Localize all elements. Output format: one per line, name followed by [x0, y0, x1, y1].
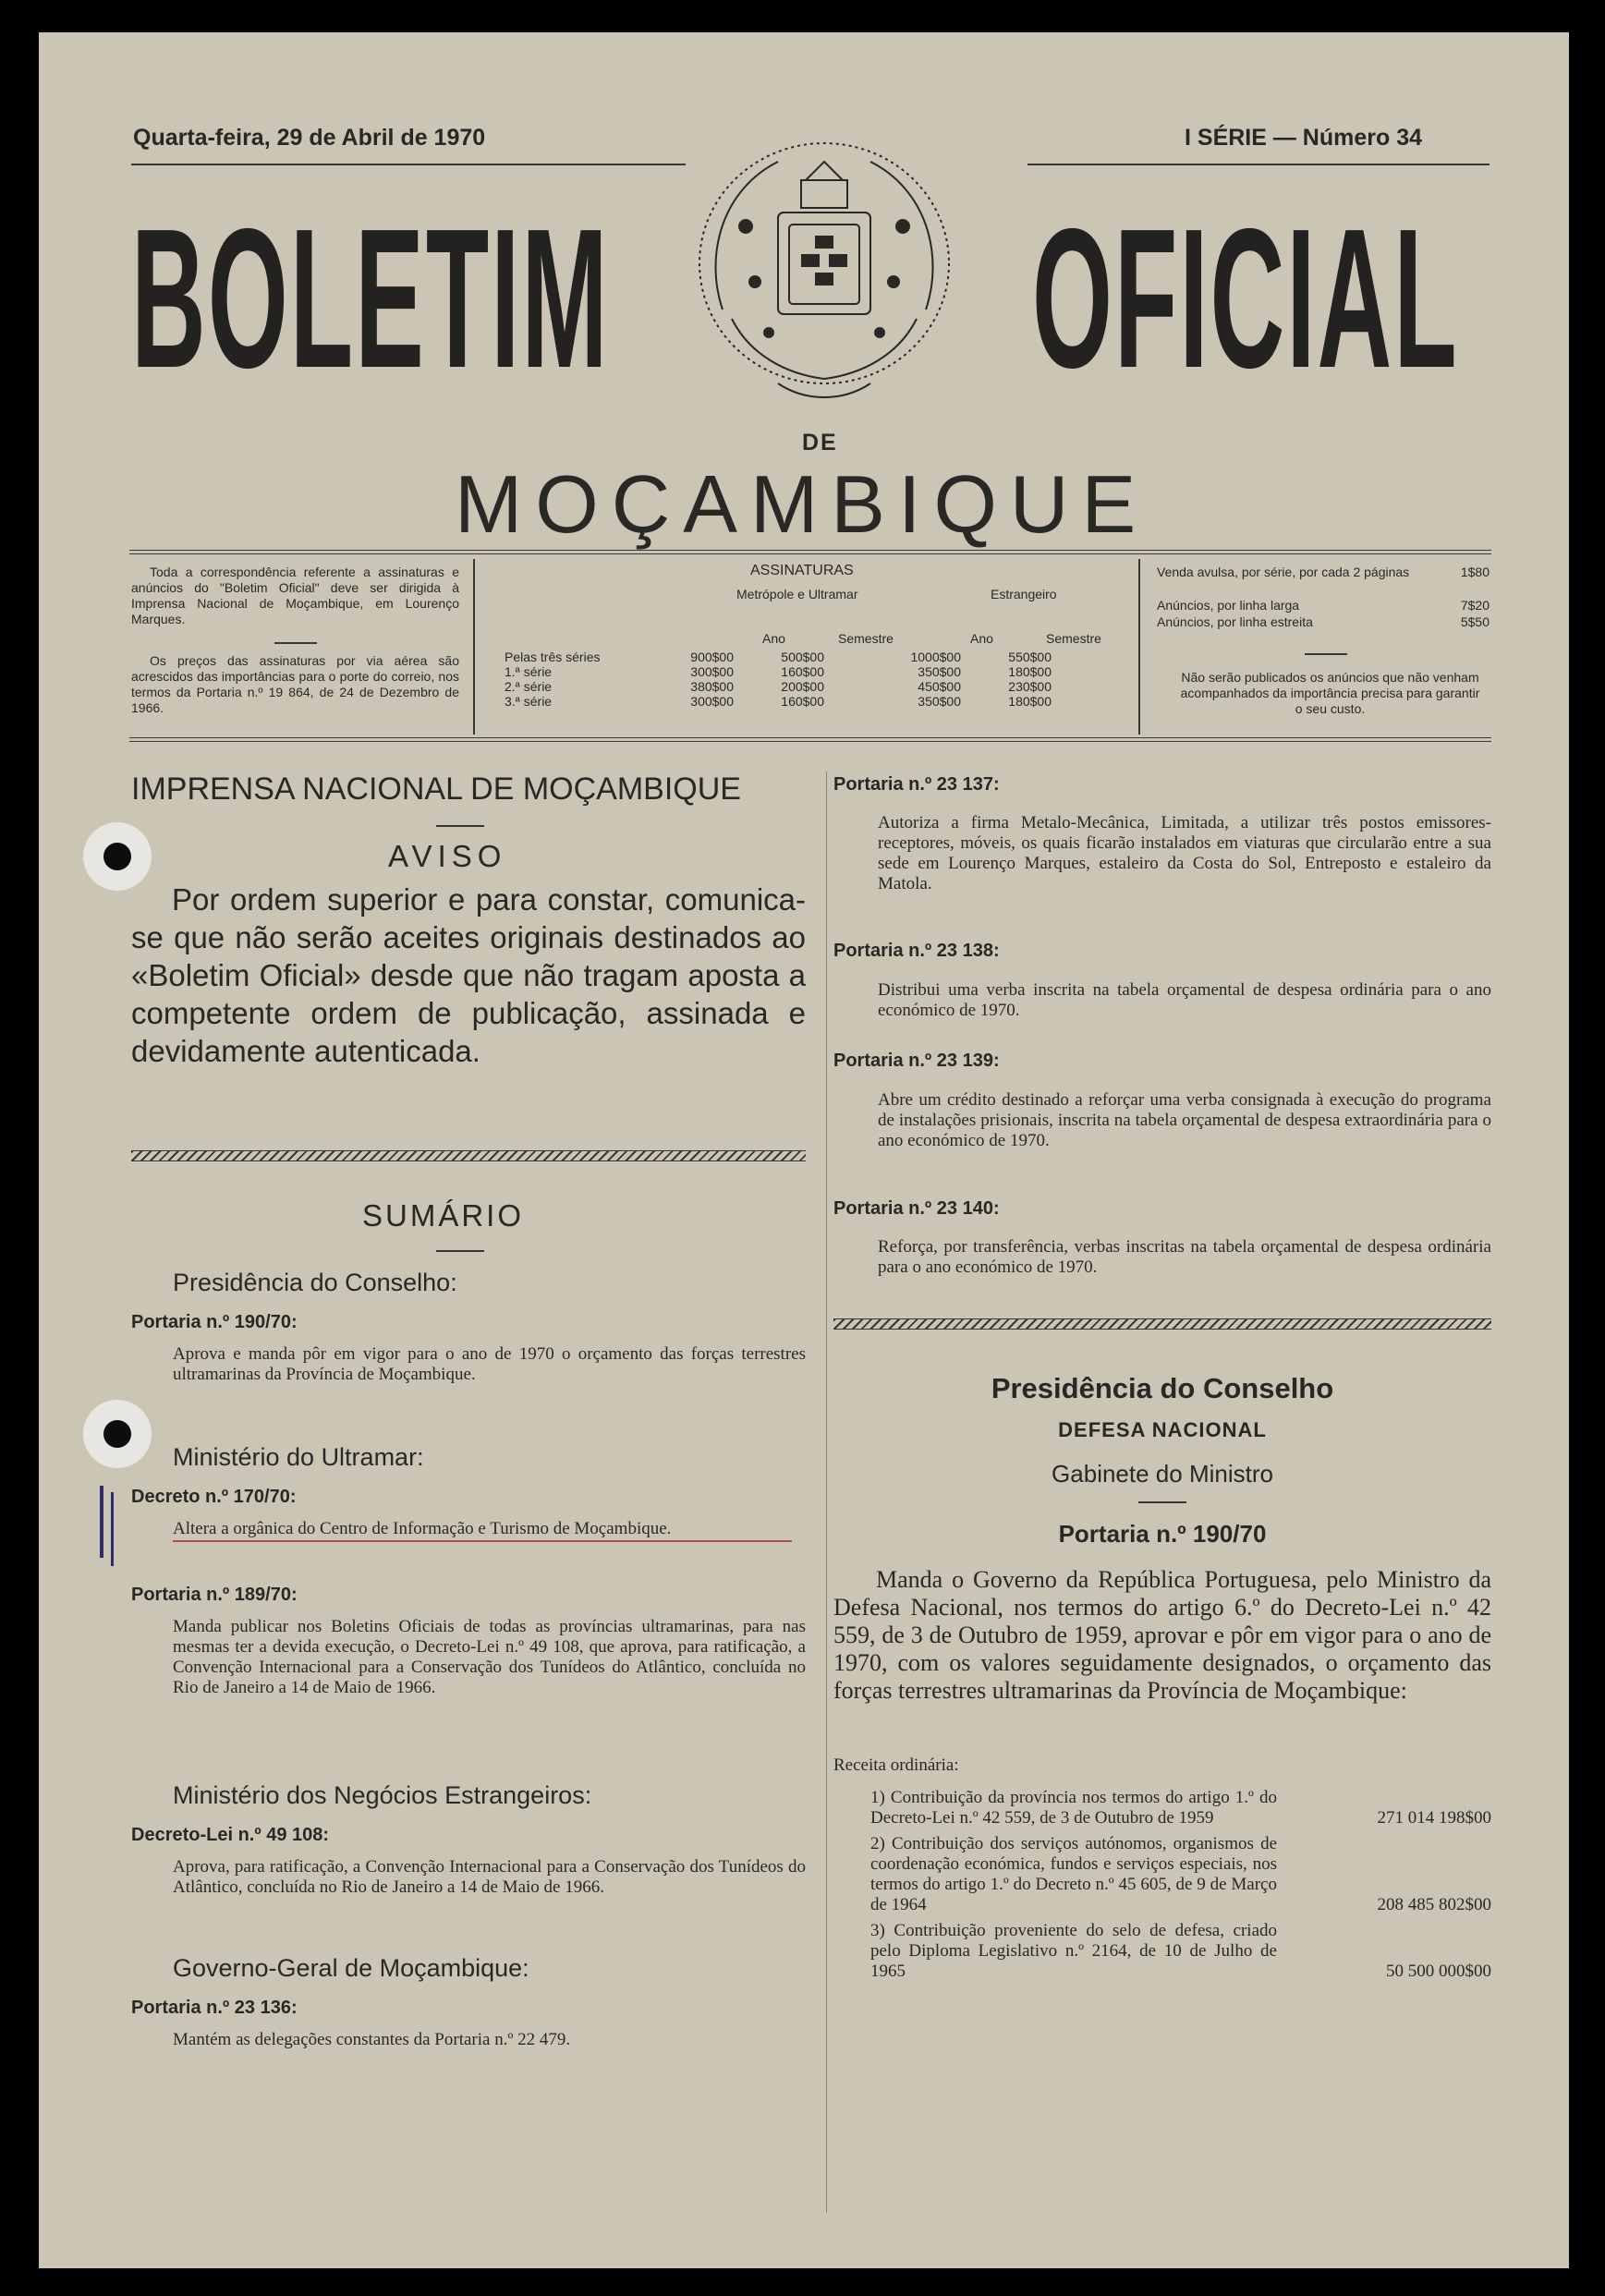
- info-right-head: [1157, 565, 1489, 580]
- subscription-cell-a: 300$00: [690, 664, 734, 679]
- budget-item-text: 3) Contribuição proveniente do selo de defesa, criado pelo Diploma Legislativo n.º 2164, de 10 de Julho de 1965: [870, 1921, 1277, 1981]
- aviso-text: Por ordem superior e para constar, comunica-se que não serão aceites originais destinados ao «Boletim Oficial» desde que não tragam aposta a competente ordem de publicação, assinada e devidamente autenticada.: [131, 882, 806, 1068]
- budget-item-amount: 50 500 000$00: [1386, 1962, 1491, 1981]
- subscription-cell-b: 160$00: [781, 694, 824, 709]
- subscription-row: [501, 664, 1055, 679]
- right-l2-price: 7$20: [1460, 598, 1489, 613]
- subscription-cell-c: 350$00: [918, 664, 961, 679]
- main-text: Manda o Governo da República Portuguesa, pelo Ministro da Defesa Nacional, nos termos do artigo 6.º do Decreto-Lei n.º 42 559, de 3 de Outubro de 1959, aprovar e pôr em vigor para o ano de 1970, com os valores seguidamente designados, o orçamento das forças terrestres ultramarinas da Província de Moçambique:: [833, 1566, 1491, 1704]
- right-l2-text: Anúncios, por linha larga: [1157, 598, 1300, 613]
- summary-head-ultramar: Ministério do Ultramar:: [173, 1443, 424, 1471]
- info-right-sep: [1305, 653, 1347, 655]
- subscription-row: [501, 679, 1055, 694]
- summary-text-23136: Mantém as delegações constantes da Portaria n.º 22 479.: [173, 2030, 571, 2049]
- right-text-23140: Reforça, por transferência, verbas inscritas na tabela orçamental de despesa ordinária para o ano económico de 1970.: [878, 1237, 1491, 1277]
- subscription-cell-c: 450$00: [918, 679, 961, 694]
- subs-col-metropole: Metrópole e Ultramar: [736, 587, 858, 601]
- summary-text-decreto-170-70: Altera a orgânica do Centro de Informação e Turismo de Moçambique.: [173, 1519, 672, 1538]
- right-ref-23137: Portaria n.º 23 137:: [833, 774, 1000, 795]
- subscription-cell-label: 1.ª série: [505, 664, 553, 679]
- right-l3-price: 5$50: [1460, 614, 1489, 629]
- right-wavy-rule: [833, 1318, 1491, 1330]
- aviso-title: AVISO: [388, 839, 507, 873]
- subscription-cell-c: 350$00: [918, 694, 961, 709]
- info-left-p1: Toda a correspondência referente a assinaturas e anúncios do "Boletim Oficial" deve ser dirigida à Imprensa Nacional de Moçambique, em Lourenço Marques.: [131, 565, 459, 626]
- gabinete-sep: [1138, 1501, 1186, 1503]
- summary-ref-49108: Decreto-Lei n.º 49 108:: [131, 1825, 330, 1845]
- subscription-cell-b: 200$00: [781, 679, 824, 694]
- aviso-wavy-rule: [131, 1150, 806, 1161]
- budget-item: [870, 1788, 1491, 1828]
- subs-title: ASSINATURAS: [750, 563, 854, 578]
- summary-text-189-70: Manda publicar nos Boletins Oficiais de todas as províncias ultramarinas, para nas mesmas ter a devida execução, o Decreto-Lei n.º 49 108, que aprova, para ratificação, a Convenção Internacional para a Conservação dos Tunídeos do Atlântico, concluída no Rio de Janeiro a 14 de Maio de 1966.: [173, 1617, 806, 1697]
- title-de: DE: [802, 430, 838, 456]
- right-head-text: Venda avulsa, por série, por cada 2 páginas: [1157, 565, 1410, 579]
- subscription-cell-c: 1000$00: [910, 650, 961, 664]
- budget-item-amount: 271 014 198$00: [1377, 1808, 1491, 1828]
- title-mocambique: MOÇAMBIQUE: [455, 458, 1149, 550]
- right-head-price: 1$80: [1460, 565, 1489, 579]
- gabinete-ministro: Gabinete do Ministro: [1052, 1460, 1273, 1488]
- issue-date: Quarta-feira, 29 de Abril de 1970: [133, 125, 486, 151]
- subscription-cell-d: 550$00: [1008, 650, 1052, 664]
- info-top-rule: [129, 550, 1491, 554]
- budget-item-text: 1) Contribuição da província nos termos do artigo 1.º do Decreto-Lei n.º 42 559, de 3 de Outubro de 1959: [870, 1788, 1277, 1828]
- punch-hole-top: [83, 822, 152, 891]
- subscription-cell-label: Pelas três séries: [505, 650, 601, 664]
- summary-ref-23136: Portaria n.º 23 136:: [131, 1998, 298, 2018]
- subscription-cell-d: 180$00: [1008, 664, 1052, 679]
- subscription-table: [501, 650, 1055, 709]
- subscription-cell-b: 500$00: [781, 650, 824, 664]
- subscription-cell-a: 300$00: [690, 694, 734, 709]
- info-right-note: Não serão publicados os anúncios que não venham acompanhados da importância precisa para garantir o seu custo.: [1180, 670, 1480, 716]
- info-divider-left: [473, 559, 475, 735]
- subscription-row: [501, 650, 1055, 664]
- right-text-23138: Distribui uma verba inscrita na tabela orçamental de despesa ordinária para o ano económico de 1970.: [878, 980, 1491, 1020]
- subs-sub-sem-2: Semestre: [1046, 631, 1101, 646]
- budget-items: [870, 1788, 1491, 1987]
- subs-sub-ano-2: Ano: [970, 631, 993, 646]
- summary-ref-decreto-170-70: Decreto n.º 170/70:: [131, 1487, 297, 1507]
- title-oficial: OFICIAL: [1032, 187, 1459, 409]
- pc-title: Presidência do Conselho: [991, 1372, 1334, 1404]
- blue-margin-mark-2: [111, 1492, 114, 1566]
- summary-ref-189-70: Portaria n.º 189/70:: [131, 1585, 298, 1605]
- defesa-nacional: DEFESA NACIONAL: [1058, 1418, 1267, 1441]
- series-rule: [1027, 164, 1489, 165]
- info-left-p2: Os preços das assinaturas por via aérea são acrescidos das importâncias para o porte do correio, nos termos da Portaria n.º 19 864, de 24 de Dezembro de 1966.: [131, 653, 459, 715]
- summary-head-governo: Governo-Geral de Moçambique:: [173, 1954, 529, 1982]
- gazette-page: [39, 32, 1569, 2268]
- budget-item-amount: 208 485 802$00: [1377, 1895, 1491, 1914]
- column-divider: [826, 771, 827, 2213]
- info-right-l3: [1157, 614, 1489, 630]
- subscription-cell-a: 900$00: [690, 650, 734, 664]
- subscription-cell-b: 160$00: [781, 664, 824, 679]
- date-rule: [131, 164, 686, 165]
- info-left-sep: [274, 642, 317, 644]
- subs-sub-ano-1: Ano: [762, 631, 785, 646]
- issue-series: I SÉRIE — Número 34: [1185, 125, 1423, 151]
- subscription-cell-d: 180$00: [1008, 694, 1052, 709]
- info-divider-right: [1138, 559, 1140, 735]
- right-ref-23138: Portaria n.º 23 138:: [833, 941, 1000, 961]
- summary-ref-190-70: Portaria n.º 190/70:: [131, 1312, 298, 1332]
- info-right-l2: [1157, 598, 1489, 613]
- subs-col-estrangeiro: Estrangeiro: [991, 587, 1057, 601]
- blue-margin-mark: [100, 1486, 103, 1558]
- coat-of-arms-emblem: [667, 125, 981, 420]
- budget-item-text: 2) Contribuição dos serviços autónomos, organismos de coordenação económica, fundos e serviços especiais, nos termos do artigo 1.º do Decreto n.º 45 605, de 9 de Março de 1964: [870, 1834, 1277, 1914]
- subs-sub-sem-1: Semestre: [838, 631, 894, 646]
- subscription-cell-label: 3.ª série: [505, 694, 553, 709]
- imprensa-sep: [436, 825, 484, 827]
- subscription-cell-a: 380$00: [690, 679, 734, 694]
- budget-item: [870, 1834, 1491, 1915]
- right-text-23137: Autoriza a firma Metalo-Mecânica, Limitada, a utilizar três postos emissores-receptores, móveis, os quais ficarão instalados em viaturas que circularão entre a sua sede em Lourenço Marques, estaleiro da Costa do Sol, Entreposto e estaleiro da Matola.: [878, 813, 1491, 893]
- punch-hole-bottom: [83, 1400, 152, 1468]
- summary-head-estrangeiros: Ministério dos Negócios Estrangeiros:: [173, 1781, 592, 1809]
- portaria-190-70-title: Portaria n.º 190/70: [1058, 1520, 1267, 1548]
- summary-head-presidencia: Presidência do Conselho:: [173, 1269, 457, 1296]
- right-text-23139: Abre um crédito destinado a reforçar uma verba consignada à execução do programa de instalações prisionais, inscrita na tabela orçamental de despesa extraordinária para o ano económico de 1970.: [878, 1090, 1491, 1150]
- info-bottom-rule: [129, 737, 1491, 742]
- sumario-sep: [436, 1250, 484, 1252]
- right-ref-23140: Portaria n.º 23 140:: [833, 1198, 1000, 1219]
- right-l3-text: Anúncios, por linha estreita: [1157, 614, 1313, 629]
- budget-item: [870, 1921, 1491, 1982]
- sumario-title: SUMÁRIO: [362, 1198, 525, 1233]
- subscription-row: [501, 694, 1055, 709]
- subscription-cell-label: 2.ª série: [505, 679, 553, 694]
- subscription-cell-d: 230$00: [1008, 679, 1052, 694]
- title-boletim: BOLETIM: [131, 187, 610, 409]
- summary-text-190-70: Aprova e manda pôr em vigor para o ano de 1970 o orçamento das forças terrestres ultramarinas da Província de Moçambique.: [173, 1344, 806, 1384]
- summary-text-49108: Aprova, para ratificação, a Convenção Internacional para a Conservação dos Tunídeos do Atlântico, concluída no Rio de Janeiro a 14 de Maio de 1966.: [173, 1857, 806, 1897]
- red-underline-mark: [173, 1540, 792, 1542]
- receita-ordinaria: Receita ordinária:: [833, 1755, 959, 1775]
- imprensa-heading: IMPRENSA NACIONAL DE MOÇAMBIQUE: [131, 771, 741, 807]
- right-ref-23139: Portaria n.º 23 139:: [833, 1051, 1000, 1071]
